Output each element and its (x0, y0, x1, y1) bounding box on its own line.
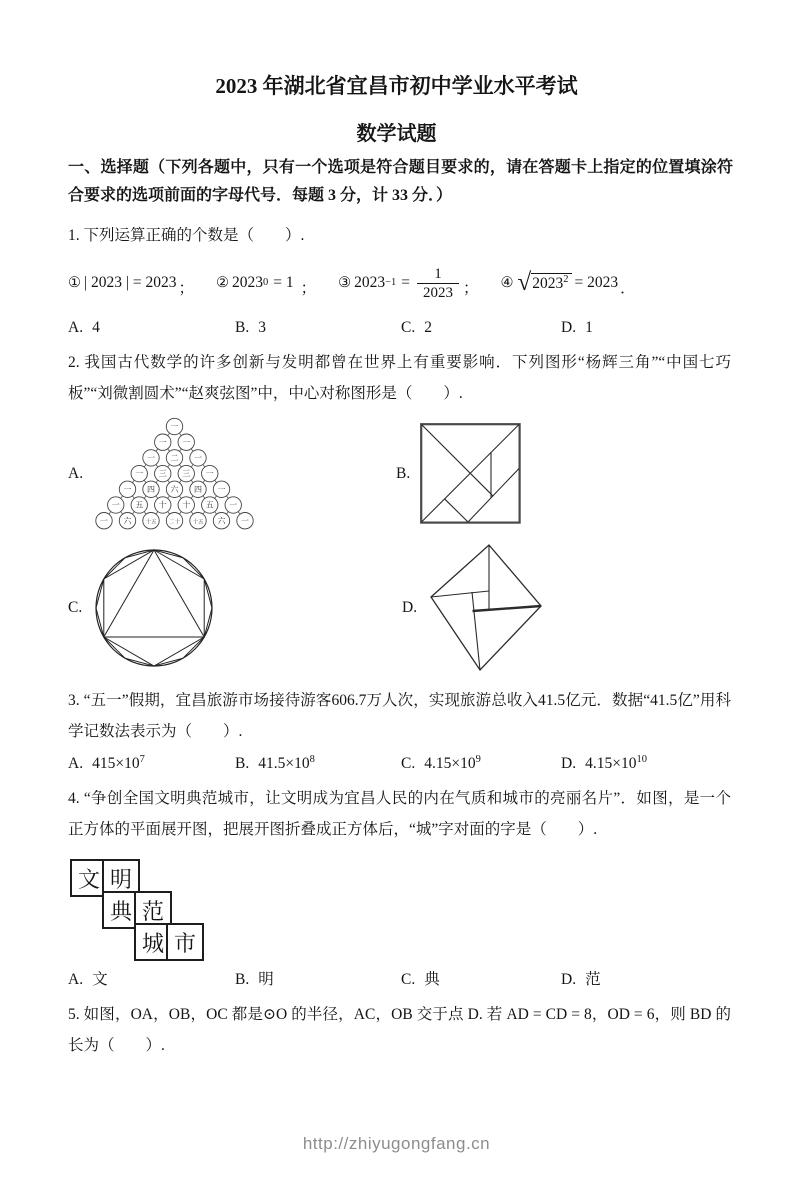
q1-formula-3: ③ 2023 −1 = $\frac{1}{2023}$ ； (338, 265, 479, 301)
q1-formula-4-rhs: = 2023 (574, 274, 619, 291)
page-subtitle: 数学试题 (356, 123, 437, 145)
q1-option-c: C. 2 (401, 319, 432, 336)
q3-option-a: A. $415\times 10^7$ (68, 753, 145, 772)
svg-text:十五: 十五 (145, 519, 157, 526)
q1-option-a: A. 4 (68, 319, 100, 336)
net-cell: 范 (134, 891, 172, 929)
figure-label-a: A. (68, 464, 84, 482)
watermark-url: http://zhiyugongfang.cn (302, 1134, 491, 1153)
section-heading: 一、选择题（下列各题中，只有一个选项是符合题目要求的，请在答题卡上指定的位置填涂符合要求的选项前面的字母代号．每题 3 分，计 33 分．） (68, 159, 733, 204)
net-cell: 典 (102, 891, 140, 929)
q4-option-a: A. 文 (68, 971, 108, 988)
svg-text:六: 六 (123, 516, 132, 526)
svg-text:一: 一 (229, 500, 238, 510)
svg-text:一: 一 (205, 469, 214, 479)
svg-text:一: 一 (158, 437, 167, 447)
separator: ； (463, 280, 479, 297)
q1-formula-2: ② 2023 0 = 1 ； (215, 274, 317, 297)
fraction-denominator: 2023 (417, 283, 459, 302)
fraction-numerator: 1 (434, 265, 442, 282)
svg-text:十五: 十五 (192, 519, 204, 526)
svg-text:一: 一 (170, 422, 179, 432)
q1-formula-3-base: 2023 (354, 274, 386, 291)
circled-1: ① (68, 274, 81, 291)
svg-text:一: 一 (241, 516, 249, 526)
tangram-figure (420, 423, 521, 524)
svg-text:一: 一 (123, 484, 132, 494)
separator: ； (178, 280, 194, 297)
q5-stem: 5. 如图，OA，OB，OC 都是⊙O 的半径，AC，OB 交于点 D. 若 AD = CD = 8，OD = 6，则 BD 的长为（ ）. (68, 1006, 731, 1054)
radicand: 2023 (532, 275, 564, 292)
xiantu-figure (426, 540, 546, 675)
q3-option-b: B. $41.5\times 10^8$ (235, 753, 315, 772)
q1-formula-2-base: 2023 (231, 274, 263, 291)
figure-label-d: D. (402, 598, 418, 616)
svg-text:一: 一 (135, 469, 144, 479)
svg-text:六: 六 (217, 516, 226, 526)
svg-text:二: 二 (170, 453, 179, 463)
svg-text:四: 四 (194, 484, 202, 494)
q3-options (68, 755, 793, 773)
q3-option-c: C. $4.15\times 10^9$ (401, 753, 481, 772)
q1-formula-1-body: | 2023 | = 2023 (84, 274, 177, 291)
svg-text:一: 一 (194, 453, 202, 463)
circled-4: ④ (500, 274, 514, 291)
page-title: 2023 年湖北省宜昌市初中学业水平考试 (215, 74, 578, 98)
svg-text:一: 一 (182, 437, 191, 447)
q3-stem: 3. “五一”假期，宜昌旅游市场接待游客606.7万人次，实现旅游总收入41.5亿元．数据“41.5亿”用科学记数法表示为（ ）. (68, 692, 731, 740)
q1-formula-1 (68, 268, 216, 298)
circled-3: ③ (338, 274, 352, 291)
q4-options (68, 967, 793, 989)
net-cell: 文 (70, 859, 108, 897)
q4-stem: 4. “争创全国文明典范城市，让文明成为宜昌人民的内在气质和城市的亮丽名片”．如图，是一个正方体的平面展开图，把展开图折叠成正方体后，“城”字对面的字是（ ）. (68, 790, 731, 838)
svg-text:三: 三 (158, 469, 167, 479)
q2-figures-row-2 (68, 540, 793, 675)
q2-stem: 2. 我国古代数学的许多创新与发明都曾在世界上有重要影响．下列图形“杨辉三角”“中国七巧板”“刘微割圆术”“赵爽弦图”中，中心对称图形是（ ）. (68, 354, 731, 402)
q1-formula-2-rhs: = 1 (273, 274, 294, 291)
square-root (517, 269, 572, 296)
q1-option-b: B. 3 (235, 319, 266, 336)
svg-text:一: 一 (100, 516, 108, 526)
svg-text:三: 三 (182, 469, 191, 479)
equals-sign: = (401, 274, 411, 291)
figure-label-c: C. (68, 598, 83, 616)
q3-option-d: D. $4.15\times 10^{10}$ (561, 753, 647, 772)
q4-option-b: B. 明 (235, 971, 274, 988)
svg-text:四: 四 (147, 484, 155, 494)
cube-net-figure (70, 859, 793, 959)
q1-options (68, 319, 793, 337)
separator: ． (620, 280, 636, 297)
exam-page (0, 70, 793, 1153)
q1-formula-4 (501, 268, 658, 298)
q4-option-c: C. 典 (401, 971, 440, 988)
radicand-exp: 2 (563, 273, 569, 285)
net-cell: 市 (166, 923, 204, 961)
circle-cutting-figure (92, 546, 216, 670)
svg-text:五: 五 (135, 500, 144, 510)
q1-option-d: D. 1 (561, 319, 593, 336)
svg-text:二十: 二十 (168, 519, 181, 526)
net-cell: 明 (102, 859, 140, 897)
q1-formula-row (68, 255, 793, 311)
svg-text:十: 十 (158, 500, 167, 510)
radical-sign: √ (517, 269, 532, 296)
separator: ； (300, 280, 317, 297)
q4-option-d: D. 范 (561, 971, 601, 988)
q2-figures-row-1 (68, 417, 793, 530)
figure-label-b: B. (396, 464, 411, 482)
svg-text:五: 五 (205, 500, 214, 510)
svg-text:一: 一 (147, 453, 155, 463)
svg-text:一: 一 (217, 484, 226, 494)
yanghui-triangle-figure (92, 417, 258, 530)
q1-stem: 1. 下列运算正确的个数是（ ）. (68, 227, 305, 244)
svg-text:六: 六 (170, 484, 179, 494)
svg-text:十: 十 (182, 500, 191, 510)
net-cell: 城 (134, 923, 172, 961)
svg-text:一: 一 (111, 500, 120, 510)
circled-2: ② (215, 274, 229, 291)
fraction (417, 265, 459, 302)
